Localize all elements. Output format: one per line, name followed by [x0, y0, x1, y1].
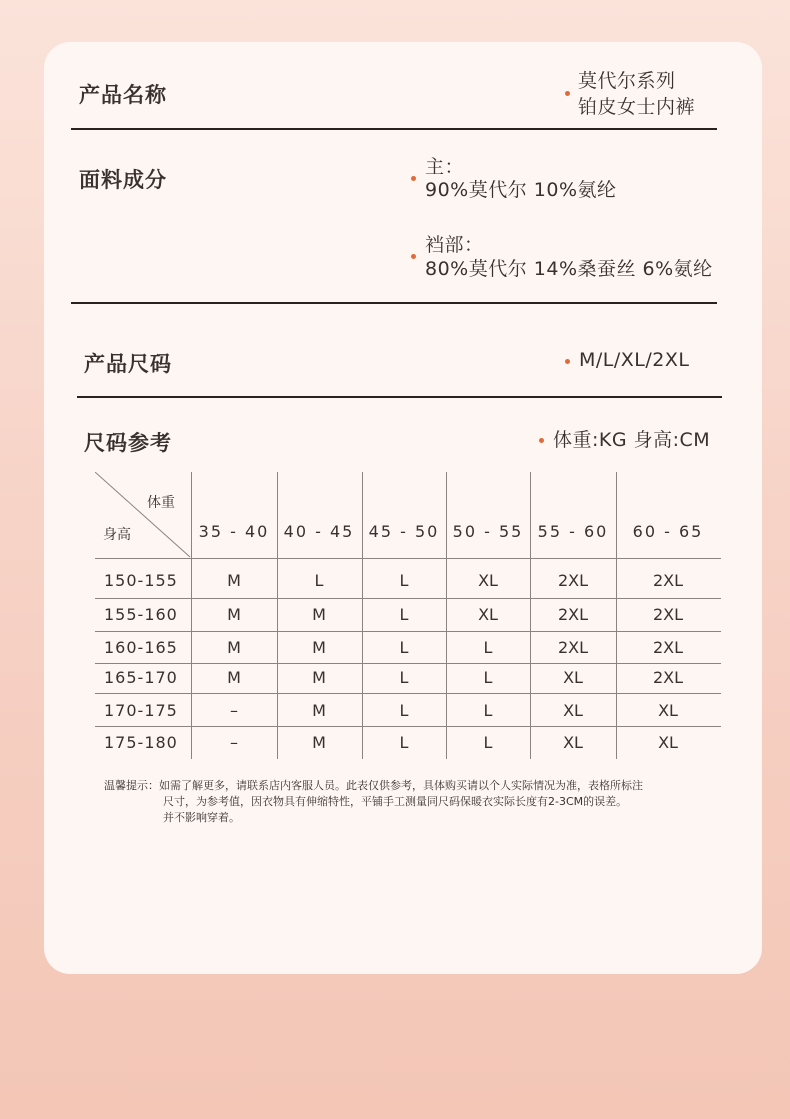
size-cell: XL: [563, 733, 583, 752]
height-range-label: 175-180: [104, 733, 178, 752]
grid-line: [95, 631, 721, 632]
size-cell: M: [312, 733, 326, 752]
size-cell: XL: [478, 605, 498, 624]
size-cell: M: [227, 668, 241, 687]
size-cell: L: [399, 668, 409, 687]
tip-line3: 并不影响穿着。: [163, 811, 240, 824]
divider: [77, 396, 722, 398]
size-cell: L: [399, 605, 409, 624]
grid-line: [277, 472, 278, 759]
corner-weight-label: 体重: [147, 495, 175, 511]
tip-line2: 尺寸，为参考值，因衣物具有伸缩特性，平铺手工测量同尺码保暖衣实际长度有2-3CM的误差。: [163, 795, 628, 808]
divider: [71, 128, 717, 130]
size-cell: L: [483, 638, 493, 657]
height-range-label: 155-160: [104, 605, 178, 624]
fabric-crotch-value: 80%莫代尔 14%桑蚕丝 6%氨纶: [425, 258, 713, 280]
grid-line: [191, 472, 192, 759]
grid-line: [446, 472, 447, 759]
height-range-label: 160-165: [104, 638, 178, 657]
grid-line: [95, 558, 721, 559]
height-range-label: 150-155: [104, 571, 178, 590]
grid-line: [95, 663, 721, 664]
size-table: [95, 472, 721, 759]
fabric-main-value: 90%莫代尔 10%氨纶: [425, 179, 617, 201]
weight-range-header: 50 - 55: [452, 522, 524, 541]
corner-height-label: 身高: [103, 527, 131, 543]
size-cell: M: [227, 605, 241, 624]
size-cell: XL: [563, 701, 583, 720]
size-reference-units: 体重:KG 身高:CM: [553, 429, 711, 451]
size-cell: L: [483, 733, 493, 752]
size-cell: 2XL: [652, 668, 684, 687]
size-cell: XL: [478, 571, 498, 590]
size-cell: L: [483, 668, 493, 687]
sizes-value: M/L/XL/2XL: [579, 349, 690, 371]
size-cell: –: [230, 733, 238, 752]
grid-line: [95, 693, 721, 694]
bullet-dot-icon: [565, 91, 570, 96]
size-cell: –: [230, 701, 238, 720]
tip-note: [104, 778, 724, 826]
bullet-dot-icon: [539, 438, 544, 443]
size-cell: M: [227, 638, 241, 657]
bullet-dot-icon: [565, 359, 570, 364]
weight-range-header: 60 - 65: [632, 522, 704, 541]
size-cell: M: [312, 701, 326, 720]
size-cell: 2XL: [652, 638, 684, 657]
fabric-main-title: 主：: [425, 156, 465, 178]
size-cell: M: [312, 638, 326, 657]
grid-line: [362, 472, 363, 759]
grid-line: [530, 472, 531, 759]
size-cell: 2XL: [652, 605, 684, 624]
divider: [71, 302, 717, 304]
size-cell: L: [399, 701, 409, 720]
size-cell: M: [312, 605, 326, 624]
grid-line: [95, 598, 721, 599]
sizes-label: 产品尺码: [84, 352, 172, 376]
size-cell: L: [483, 701, 493, 720]
size-cell: 2XL: [652, 571, 684, 590]
corner-diagonal: [95, 472, 191, 558]
size-cell: M: [312, 668, 326, 687]
height-range-label: 170-175: [104, 701, 178, 720]
size-cell: L: [314, 571, 324, 590]
size-cell: L: [399, 733, 409, 752]
fabric-label: 面料成分: [79, 168, 167, 192]
tip-line1: 如需了解更多，请联系店内客服人员。此表仅供参考，具体购买请以个人实际情况为准，表格所标注: [159, 779, 643, 792]
size-cell: XL: [563, 668, 583, 687]
size-cell: 2XL: [557, 605, 589, 624]
size-cell: L: [399, 638, 409, 657]
product-name-label: 产品名称: [79, 83, 167, 107]
grid-line: [616, 472, 617, 759]
size-cell: 2XL: [557, 571, 589, 590]
weight-range-header: 40 - 45: [283, 522, 355, 541]
weight-range-header: 55 - 60: [537, 522, 609, 541]
info-card: [44, 42, 762, 974]
bullet-dot-icon: [411, 176, 416, 181]
product-name-line1: 莫代尔系列: [578, 70, 676, 92]
size-cell: L: [399, 571, 409, 590]
grid-line: [95, 726, 721, 727]
size-cell: XL: [658, 701, 678, 720]
size-cell: 2XL: [557, 638, 589, 657]
height-range-label: 165-170: [104, 668, 178, 687]
bullet-dot-icon: [411, 254, 416, 259]
size-cell: XL: [658, 733, 678, 752]
weight-range-header: 35 - 40: [198, 522, 270, 541]
size-cell: M: [227, 571, 241, 590]
fabric-crotch-title: 裆部：: [425, 234, 484, 256]
weight-range-header: 45 - 50: [368, 522, 440, 541]
size-reference-label: 尺码参考: [84, 431, 172, 455]
product-name-line2: 铂皮女士内裤: [578, 96, 696, 118]
tip-prefix: 温馨提示：: [104, 779, 159, 792]
